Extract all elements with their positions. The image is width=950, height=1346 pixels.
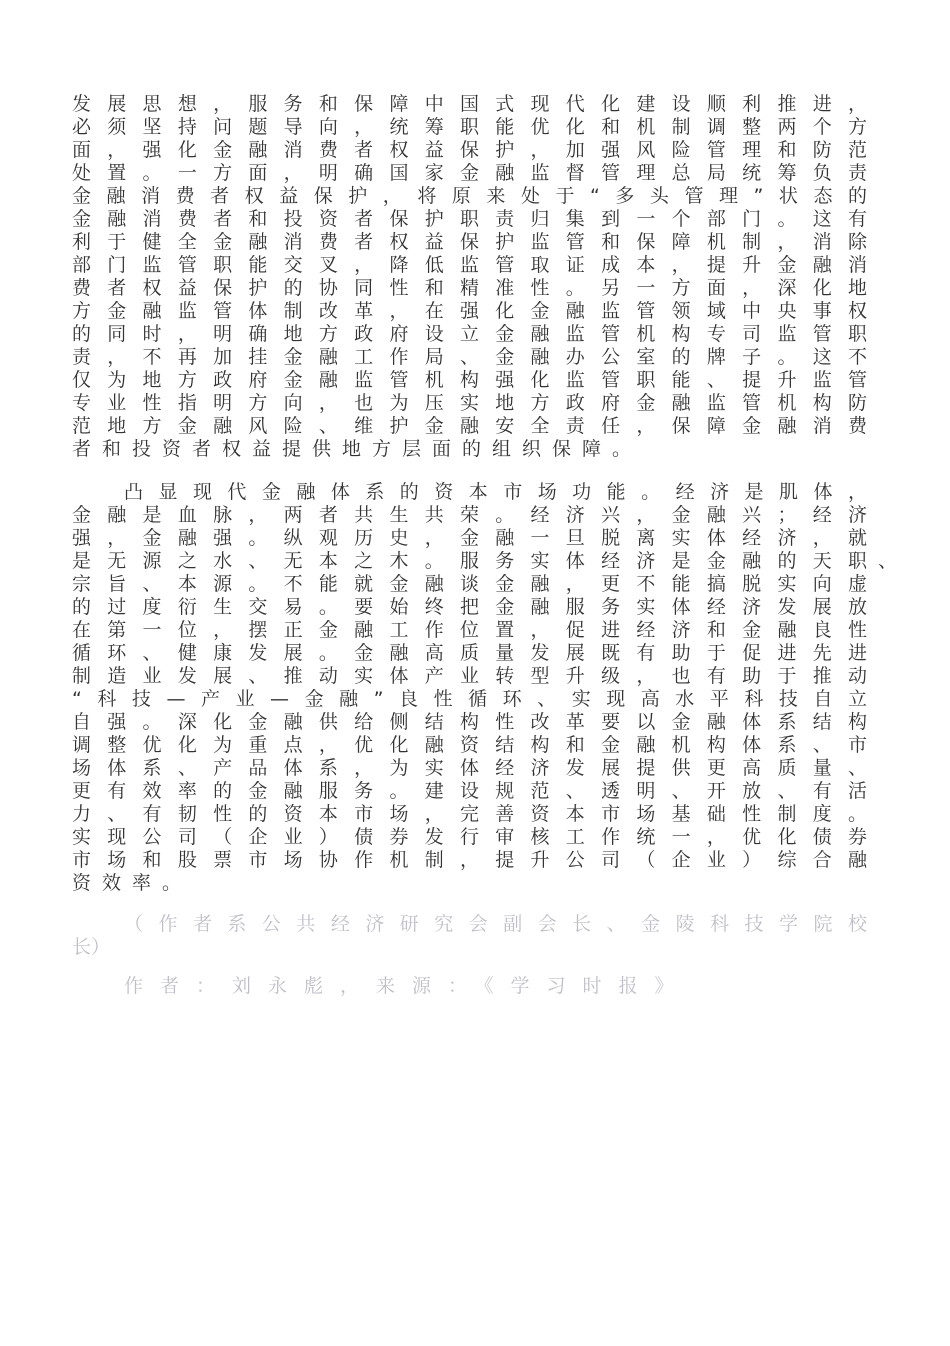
text-line: 金融消费者权益保护，将原来处于“多头管理”状态的 — [72, 185, 867, 207]
text-line: 场体系、产品体系，为实体经济发展提供更高质量、 — [72, 757, 867, 779]
text-line: 费者权益保护的协同性和精准性。另一方面，深化地 — [72, 277, 867, 299]
text-line: 更有效率的金融服务。建设规范、透明、开放、有活 — [72, 780, 867, 802]
author-note — [72, 913, 867, 959]
text-line: “科技—产业—金融”良性循环、实现高水平科技自立 — [72, 688, 867, 710]
text-line: 范地方金融风险、维护金融安全责任，保障金融消费 — [72, 415, 867, 437]
text-line: 金融消费者和投资者保护职责归集到一个部门。这有 — [72, 208, 867, 230]
text-line: 在第一位，摆正金融工作位置，促进经济和金融良性 — [72, 619, 867, 641]
text-line: 发展思想，服务和保障中国式现代化建设顺利推进， — [72, 93, 867, 115]
text-line: 部门监管职能交叉，降低监管取证成本，提升金融消 — [72, 254, 867, 276]
text-line: 者和投资者权益提供地方层面的组织保障。 — [72, 438, 643, 460]
text-line: 责，不再加挂金融工作局、金融办公室的牌子。这不 — [72, 346, 867, 368]
text-line: 强，金融强。纵观历史，金融一旦脱离实体经济，就 — [72, 527, 867, 549]
text-line: 凸显现代金融体系的资本市场功能。经济是肌体， — [124, 481, 867, 503]
text-line: 制造业发展、推动实体产业转型升级，也有助于推动 — [72, 665, 867, 687]
text-line: 调整优化为重点，优化融资结构和金融机构体系、市 — [72, 734, 867, 756]
text-line: 专业性指明方向，也为压实地方政府金融监管机构防 — [72, 392, 867, 414]
text-line: 自强。深化金融供给侧结构性改革要以金融体系结构 — [72, 711, 867, 733]
text-line: 仅为地方政府金融监管机构强化监管职能、提升监管 — [72, 369, 867, 391]
text-line: 必须坚持问题导向，统筹职能优化和机制调整两个方 — [72, 116, 867, 138]
source-line: 作者：刘永彪，来源：《学习时报》 — [124, 975, 691, 997]
text-line: 力、有韧性的资本市场，完善资本市场基础性制度。 — [72, 803, 867, 825]
text-line — [72, 550, 897, 573]
text-line: 处置。一方面，明确国家金融监督管理总局统筹负责 — [72, 162, 867, 184]
author-note-line: （作者系公共经济研究会副会长、金陵科技学院校 — [124, 913, 867, 935]
text-line: 金融是血脉，两者共生共荣。经济兴，金融兴；经济 — [72, 504, 867, 526]
overhang-punctuation: 、 — [877, 550, 897, 572]
text-line: 的同时，明确地方政府设立金融监管机构专司监管职 — [72, 323, 867, 345]
paragraph-1 — [72, 93, 867, 461]
text-line: 的过度衍生交易。要始终把金融服务实体经济发展放 — [72, 596, 867, 618]
text-line: 方金融监管体制改革，在强化金融监管领域中央事权 — [72, 300, 867, 322]
text-line: 宗旨、本源。不能就金融谈金融，更不能搞脱实向虚 — [72, 573, 867, 595]
text-line-content: 是无源之水、无本之木。服务实体经济是金融的天职 — [72, 550, 867, 572]
author-note-line: 长） — [72, 936, 111, 958]
text-line: 循环、健康发展。金融高质量发展既有助于促进先进 — [72, 642, 867, 664]
source-credit — [72, 975, 867, 998]
text-line: 利于健全金融消费者权益保护监管和保障机制，消除 — [72, 231, 867, 253]
text-line: 面，强化金融消费者权益保护，加强风险管理和防范 — [72, 139, 867, 161]
paragraph-2 — [72, 481, 897, 895]
text-line: 资效率。 — [72, 872, 193, 894]
text-line: 市场和股票市场协作机制，提升公司（企业）综合融 — [72, 849, 867, 871]
text-line: 实现公司（企业）债券发行审核工作统一，优化债券 — [72, 826, 867, 848]
